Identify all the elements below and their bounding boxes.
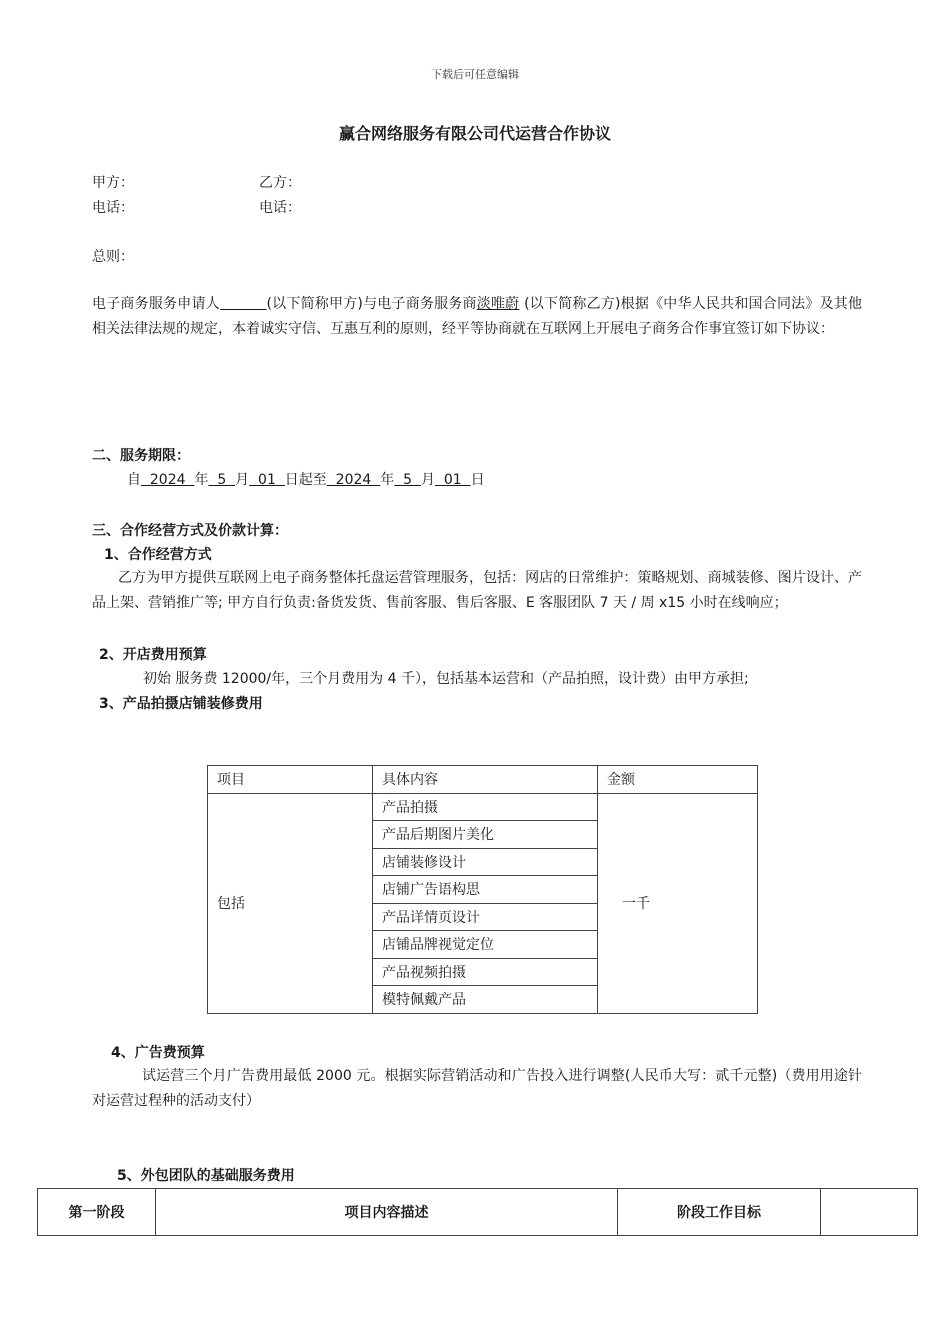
year-unit-2: 年 [380, 472, 395, 488]
stage-header-row [38, 1189, 918, 1236]
document-title: 赢合网络服务有限公司代运营合作协议 [338, 124, 611, 143]
stage-table [37, 1188, 918, 1236]
item-cell: 产品后期图片美化 [373, 821, 598, 849]
subsection-2-text: 初始 服务费 12000/年，三个月费用为 4 千），包括基本运营和（产品拍照，设计费）由甲方承担; [143, 671, 749, 687]
subsection-1-heading: 1、合作经营方式 [104, 547, 212, 563]
applicant-blank [220, 296, 267, 312]
stage-header-goal: 阶段工作目标 [618, 1189, 821, 1236]
month-unit-2: 月 [420, 472, 435, 488]
item-cell: 产品详情页设计 [373, 903, 598, 931]
group-cell: 包括 [208, 793, 373, 1013]
section5-heading: 5、外包团队的基础服务费用 [117, 1168, 295, 1184]
header-content: 具体内容 [373, 766, 598, 794]
year-unit-1: 年 [194, 472, 209, 488]
section4-heading: 4、广告费预算 [111, 1045, 205, 1061]
provider-name: 淡唯蔚 [476, 296, 520, 312]
section4-text: 试运营三个月广告费用最低 2000 元。根据实际营销活动和广告投入进行调整(人民币大写：贰千元整)（费用用途针对运营过程种的活动支付） [92, 1068, 862, 1109]
intro-paragraph [92, 292, 862, 342]
subsection-3-heading: 3、产品拍摄店铺装修费用 [99, 696, 263, 712]
intro-text-3: (以下简称乙方)根据《中华人民共和国合同法》及其他相关法律法规的规定，本着诚实守信、互惠互利的原则，经平等协商就在互联网上开展电子商务合作事宜签订如下协议： [92, 296, 863, 337]
month-unit-1: 月 [235, 472, 250, 488]
header-item: 项目 [208, 766, 373, 794]
decoration-cost-table [207, 765, 758, 1014]
section3-heading: 三、合作经营方式及价款计算： [92, 523, 288, 539]
item-cell: 店铺广告语构思 [373, 876, 598, 904]
item-cell: 店铺装修设计 [373, 848, 598, 876]
party-a-label: 甲方： [92, 175, 134, 191]
table-header-row [208, 766, 758, 794]
section2-heading: 二、服务期限： [92, 448, 190, 464]
item-cell: 产品拍摄 [373, 793, 598, 821]
intro-text-1: 电子商务服务申请人 [92, 296, 220, 312]
end-day: 01 [434, 472, 471, 488]
period-mid: 日起至 [284, 472, 327, 488]
intro-text-2: (以下简称甲方)与电子商务服务商 [266, 296, 477, 312]
period-end: 日 [470, 472, 485, 488]
general-label: 总则： [92, 249, 134, 265]
service-period [127, 469, 485, 489]
table-row [208, 793, 758, 821]
subsection-1-text: 乙方为甲方提供互联网上电子商务整体托盘运营管理服务，包括：网店的日常维护：策略规划、商城装修、图片设计、产品上架、营销推广等; 甲方自行负责:备货发货、售前客服、售后客服、E 客服团队 7 天 / 周 x15 小时在线响应； [92, 570, 862, 611]
phone-b-label: 电话： [259, 200, 301, 216]
stage-header-description: 项目内容描述 [156, 1189, 618, 1236]
party-b-label: 乙方： [259, 175, 301, 191]
stage-header-extra [821, 1189, 918, 1236]
stage-header-phase: 第一阶段 [38, 1189, 156, 1236]
item-cell: 产品视频拍摄 [373, 958, 598, 986]
end-year: 2024 [326, 472, 381, 488]
period-from: 自 [127, 472, 141, 488]
start-month: 5 [208, 472, 236, 488]
item-cell: 模特佩戴产品 [373, 986, 598, 1014]
subsection-2-heading: 2、开店费用预算 [99, 647, 207, 663]
item-cell: 店铺品牌视觉定位 [373, 931, 598, 959]
header-note: 下载后可任意编辑 [431, 68, 519, 81]
start-year: 2024 [141, 472, 195, 488]
amount-cell: 一千 [598, 793, 758, 1013]
phone-a-label: 电话： [92, 200, 134, 216]
start-day: 01 [249, 472, 285, 488]
end-month: 5 [394, 472, 421, 488]
header-amount: 金额 [598, 766, 758, 794]
